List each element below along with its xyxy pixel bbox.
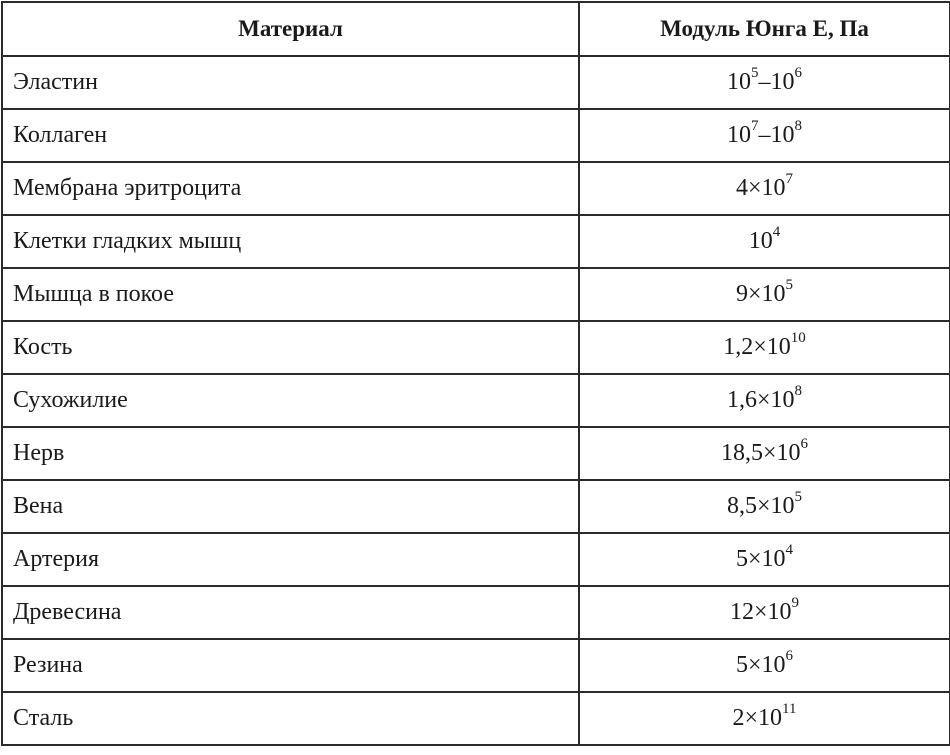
young-modulus-cell	[579, 639, 950, 692]
table-row	[2, 321, 950, 374]
value-text: –10	[758, 69, 795, 95]
table-row	[2, 427, 950, 480]
young-modulus-cell	[579, 268, 950, 321]
exponent: 8	[794, 383, 803, 399]
table-row	[2, 533, 950, 586]
material-name-cell: Мембрана эритроцита	[2, 162, 579, 215]
young-modulus-cell	[579, 321, 950, 374]
exponent: 5	[751, 65, 759, 81]
exponent: 7	[751, 118, 759, 134]
young-modulus-cell	[579, 480, 950, 533]
value-text: 10	[748, 228, 773, 254]
table-row	[2, 56, 950, 109]
exponent: 6	[800, 436, 809, 452]
header-young-modulus: Модуль Юнга E, Па	[579, 2, 950, 56]
table-row	[2, 480, 950, 533]
value-text: 5×10	[735, 546, 786, 572]
material-name-cell: Сталь	[2, 692, 579, 745]
value-text: 18,5×10	[720, 440, 801, 466]
value-text: –10	[758, 122, 795, 148]
value-text: 5×10	[735, 652, 786, 678]
exponent: 4	[772, 224, 781, 240]
material-name-cell: Мышца в покое	[2, 268, 579, 321]
young-modulus-cell	[579, 374, 950, 427]
table-row	[2, 374, 950, 427]
exponent: 10	[790, 330, 806, 346]
value-text: 2×10	[732, 705, 783, 731]
exponent: 4	[785, 542, 794, 558]
material-name-cell: Сухожилие	[2, 374, 579, 427]
material-name-cell: Резина	[2, 639, 579, 692]
table-header	[2, 2, 950, 56]
young-modulus-cell	[579, 586, 950, 639]
table-row	[2, 162, 950, 215]
value-text: 1,6×10	[726, 387, 795, 413]
header-material: Материал	[2, 2, 579, 56]
exponent: 6	[785, 648, 794, 664]
material-name-cell: Нерв	[2, 427, 579, 480]
value-text: 4×10	[735, 175, 786, 201]
exponent: 8	[794, 118, 802, 134]
exponent: 5	[785, 277, 794, 293]
value-text: 10	[727, 122, 751, 148]
material-name-cell: Вена	[2, 480, 579, 533]
material-name-cell: Эластин	[2, 56, 579, 109]
material-name-cell: Кость	[2, 321, 579, 374]
value-text: 12×10	[729, 599, 792, 625]
value-text: 1,2×10	[723, 334, 791, 360]
young-modulus-cell	[579, 215, 950, 268]
header-row	[2, 2, 950, 56]
material-name-cell: Артерия	[2, 533, 579, 586]
table-row	[2, 215, 950, 268]
table-body	[2, 56, 950, 745]
young-modulus-table	[1, 1, 950, 746]
value-text: 8,5×10	[726, 493, 795, 519]
value-text: 10	[727, 69, 751, 95]
table-row	[2, 268, 950, 321]
table-row	[2, 586, 950, 639]
value-text: 9×10	[735, 281, 786, 307]
table-row	[2, 692, 950, 745]
exponent: 11	[782, 701, 797, 717]
young-modulus-cell	[579, 109, 950, 162]
material-name-cell: Коллаген	[2, 109, 579, 162]
table-row	[2, 109, 950, 162]
table-row	[2, 639, 950, 692]
material-name-cell: Клетки гладких мышц	[2, 215, 579, 268]
young-modulus-cell	[579, 427, 950, 480]
exponent: 7	[785, 171, 794, 187]
material-name-cell: Древесина	[2, 586, 579, 639]
young-modulus-cell	[579, 533, 950, 586]
young-modulus-cell	[579, 56, 950, 109]
young-modulus-cell	[579, 162, 950, 215]
exponent: 5	[794, 489, 803, 505]
young-modulus-cell	[579, 692, 950, 745]
exponent: 6	[794, 65, 802, 81]
exponent: 9	[791, 595, 800, 611]
